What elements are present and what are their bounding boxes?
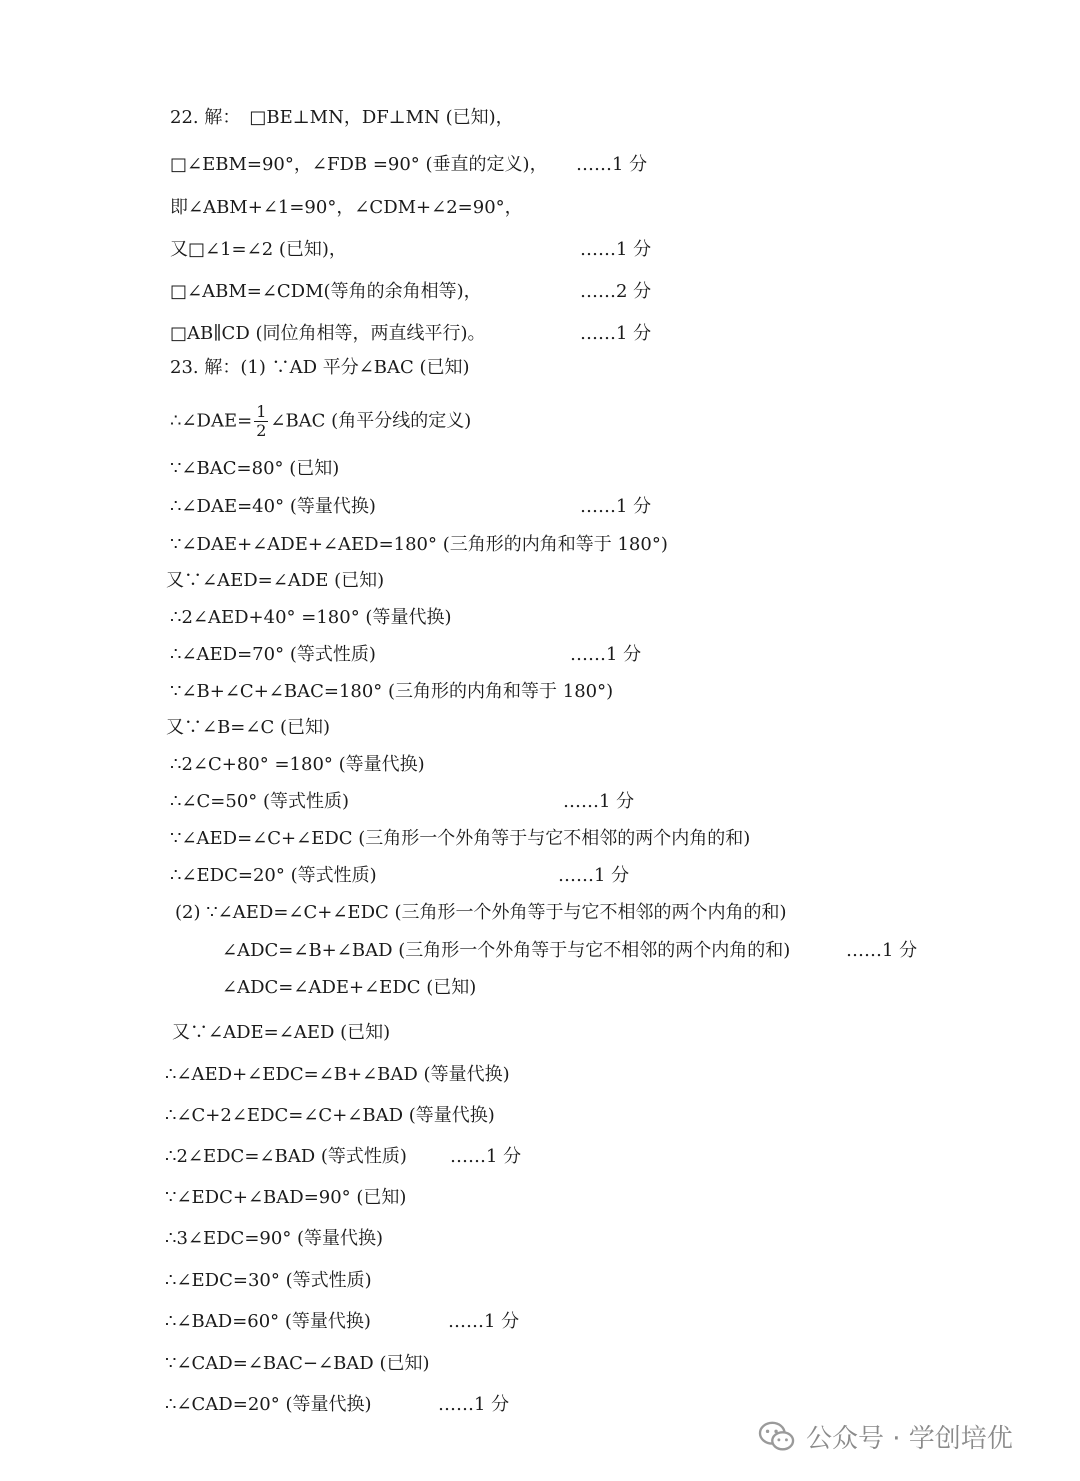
q23-line-9 <box>170 679 613 705</box>
line-text: ∵∠B+∠C+∠BAC=180° (三角形的内角和等于 180°) <box>170 681 614 702</box>
line-text: ∴∠CAD=20° (等量代换) <box>165 1394 372 1415</box>
wechat-icon <box>758 1420 796 1454</box>
line-text: ∴∠EDC=20° (等式性质) <box>170 865 377 886</box>
line-text: ∴∠C=50° (等式性质) <box>170 791 350 812</box>
q23-part2-line-8 <box>165 1185 406 1211</box>
line-text: ∵∠DAE+∠ADE+∠AED=180° (三角形的内角和等于 180°) <box>170 534 668 555</box>
score-mark: ……1 分 <box>580 323 652 344</box>
q23-line-5 <box>170 532 668 558</box>
q23-part2-line-6 <box>165 1103 495 1129</box>
q23-part2-line-13 <box>165 1392 372 1418</box>
line-text: ∴∠AED+∠EDC=∠B+∠BAD (等量代换) <box>165 1064 510 1085</box>
score-mark: ……1 分 <box>438 1394 510 1415</box>
score-mark: ……1 分 <box>563 791 635 812</box>
line-text: 又□∠1=∠2 (已知)， <box>170 239 347 260</box>
score-mark: ……1 分 <box>558 865 630 886</box>
score-mark: ……2 分 <box>580 281 652 302</box>
line-text: ∠BAC (角平分线的定义) <box>270 410 472 432</box>
line-text: ∵∠EDC+∠BAD=90° (已知) <box>165 1187 407 1208</box>
score-mark: ……1 分 <box>450 1146 522 1167</box>
line-text: ∴2∠EDC=∠BAD (等式性质) <box>165 1146 407 1167</box>
fraction-numerator: 1 <box>256 402 267 421</box>
line-text: ∵∠AED=∠C+∠EDC (三角形一个外角等于与它不相邻的两个内角的和) <box>170 828 751 849</box>
line-text: ∴∠BAD=60° (等量代换) <box>165 1311 371 1332</box>
score-mark: ……1 分 <box>580 496 652 517</box>
q22-line-6 <box>170 321 486 347</box>
q23-line-4 <box>170 494 376 520</box>
q23-line-6 <box>166 568 384 594</box>
q23-part2-line-10 <box>165 1268 372 1294</box>
q23-line-2 <box>170 403 471 440</box>
score-mark: ……1 分 <box>570 644 642 665</box>
q22-line-3 <box>170 195 523 221</box>
watermark <box>758 1418 1013 1455</box>
q23-line-7 <box>170 605 451 631</box>
line-text: 又∵∠ADE=∠AED (已知) <box>172 1022 391 1043</box>
q23-line-13 <box>170 826 750 852</box>
q23-line-14 <box>170 863 377 889</box>
line-text: 又∵∠B=∠C (已知) <box>166 717 331 738</box>
line-text: ∴2∠AED+40° =180° (等量代换) <box>170 607 452 628</box>
line-text: 又∵∠AED=∠ADE (已知) <box>166 570 385 591</box>
q23-line-11 <box>170 752 425 778</box>
line-text: ∠ADC=∠B+∠BAD (三角形一个外角等于与它不相邻的两个内角的和) <box>222 940 791 961</box>
line-text: 22. 解： □BE⊥MN，DF⊥MN (已知)， <box>170 107 514 128</box>
line-text: 23. 解：(1) ∵AD 平分∠BAC (已知) <box>170 357 470 378</box>
q23-line-1 <box>170 355 470 381</box>
q22-line-1 <box>170 105 514 131</box>
score-mark: ……1 分 <box>448 1311 520 1332</box>
q23-part2-line-3 <box>222 975 476 1001</box>
score-mark: ……1 分 <box>846 940 918 961</box>
q23-part2-line-7 <box>165 1144 407 1170</box>
q23-part2-line-11 <box>165 1309 371 1335</box>
q23-line-8 <box>170 642 376 668</box>
line-text: ∴∠DAE=40° (等量代换) <box>170 496 376 517</box>
line-text: ∵∠CAD=∠BAC−∠BAD (已知) <box>165 1353 430 1374</box>
line-text: ∵∠BAC=80° (已知) <box>170 458 340 479</box>
line-text: ∴∠AED=70° (等式性质) <box>170 644 376 665</box>
q23-part2-line-12 <box>165 1351 430 1377</box>
q23-line-12 <box>170 789 349 815</box>
line-text: 即∠ABM+∠1=90°，∠CDM+∠2=90°， <box>170 197 523 218</box>
q23-line-3 <box>170 456 339 482</box>
q23-part2-line-5 <box>165 1062 510 1088</box>
q23-part2-line-4 <box>172 1020 390 1046</box>
score-mark: ……1 分 <box>576 154 648 175</box>
line-text: □∠EBM=90°，∠FDB =90° (垂直的定义)， <box>170 154 548 175</box>
line-text: ∴∠C+2∠EDC=∠C+∠BAD (等量代换) <box>165 1105 495 1126</box>
score-mark: ……1 分 <box>580 239 652 260</box>
line-text: ∴∠DAE= <box>170 410 253 432</box>
q22-line-4 <box>170 237 347 263</box>
line-text: □∠ABM=∠CDM(等角的余角相等)， <box>170 281 482 302</box>
q23-part2-line-1 <box>175 900 787 926</box>
q23-part2-line-2 <box>222 938 790 964</box>
line-text: ∴2∠C+80° =180° (等量代换) <box>170 754 425 775</box>
q23-part2-line-9 <box>165 1226 383 1252</box>
line-text: ∴∠EDC=30° (等式性质) <box>165 1270 372 1291</box>
q22-line-5 <box>170 279 482 305</box>
fraction-denominator: 2 <box>256 421 267 440</box>
watermark-text: 公众号 · 学创培优 <box>806 1424 1013 1454</box>
line-text: ∴3∠EDC=90° (等量代换) <box>165 1228 384 1249</box>
line-text: (2) ∵∠AED=∠C+∠EDC (三角形一个外角等于与它不相邻的两个内角的和) <box>175 902 787 923</box>
q22-line-2 <box>170 152 548 178</box>
one-half-fraction <box>254 403 268 440</box>
line-text: ∠ADC=∠ADE+∠EDC (已知) <box>222 977 477 998</box>
q23-line-10 <box>166 715 330 741</box>
line-text: □AB∥CD (同位角相等，两直线平行)。 <box>170 323 486 344</box>
